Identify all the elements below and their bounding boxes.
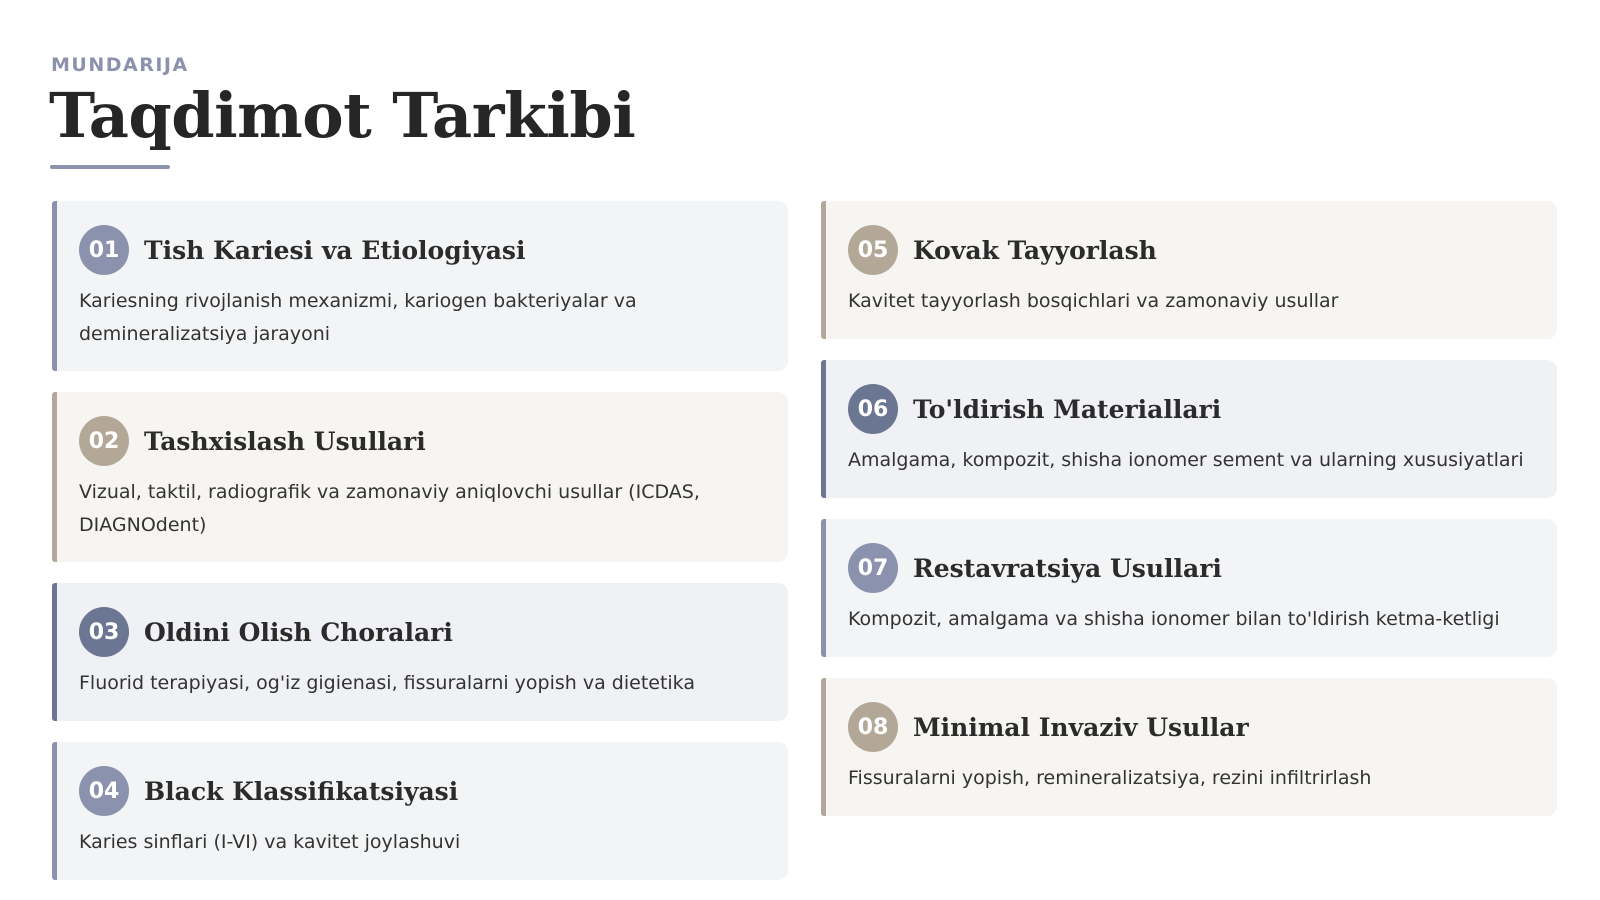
agenda-card-01[interactable] — [52, 201, 788, 371]
card-title: Restavratsiya Usullari — [913, 553, 1222, 583]
card-title: Kovak Tayyorlash — [913, 235, 1157, 265]
card-description: Kavitet tayyorlash bosqichlari va zamonaviy usullar — [848, 290, 1339, 312]
number-badge: 03 — [79, 607, 129, 657]
card-accent-bar — [52, 201, 57, 371]
card-title: Tish Kariesi va Etiologiyasi — [144, 235, 526, 265]
section-eyebrow: MUNDARIJA — [51, 54, 189, 76]
number-badge: 01 — [79, 225, 129, 275]
card-description: Kompozit, amalgama va shisha ionomer bilan to'ldirish ketma-ketligi — [848, 608, 1500, 630]
card-accent-bar — [52, 742, 57, 880]
card-accent-bar — [821, 678, 826, 816]
agenda-card-03[interactable] — [52, 583, 788, 721]
number-badge: 07 — [848, 543, 898, 593]
card-title: Oldini Olish Choralari — [144, 617, 453, 647]
agenda-card-08[interactable] — [821, 678, 1557, 816]
card-description: Vizual, taktil, radiografik va zamonaviy aniqlovchi usullar (ICDAS, DIAGNOdent) — [79, 481, 700, 536]
card-title: Minimal Invaziv Usullar — [913, 712, 1249, 742]
agenda-card-05[interactable] — [821, 201, 1557, 339]
number-badge: 02 — [79, 416, 129, 466]
card-description: Kariesning rivojlanish mexanizmi, kariogen bakteriyalar va demineralizatsiya jarayoni — [79, 290, 637, 345]
card-description: Karies sinflari (I-VI) va kavitet joylashuvi — [79, 831, 461, 853]
number-badge: 08 — [848, 702, 898, 752]
card-description: Fissuralarni yopish, remineralizatsiya, rezini infiltrirlash — [848, 767, 1372, 789]
number-badge: 05 — [848, 225, 898, 275]
card-accent-bar — [52, 583, 57, 721]
card-accent-bar — [821, 360, 826, 498]
agenda-card-02[interactable] — [52, 392, 788, 562]
card-accent-bar — [821, 519, 826, 657]
card-title: Tashxislash Usullari — [144, 426, 426, 456]
number-badge: 06 — [848, 384, 898, 434]
agenda-card-06[interactable] — [821, 360, 1557, 498]
card-accent-bar — [821, 201, 826, 339]
page-title: Taqdimot Tarkibi — [49, 79, 636, 152]
agenda-card-04[interactable] — [52, 742, 788, 880]
card-description: Amalgama, kompozit, shisha ionomer sement va ularning xususiyatlari — [848, 449, 1524, 471]
card-title: To'ldirish Materiallari — [913, 394, 1222, 424]
card-description: Fluorid terapiyasi, og'iz gigienasi, fissuralarni yopish va dietetika — [79, 672, 695, 694]
title-underline — [50, 165, 170, 169]
agenda-card-07[interactable] — [821, 519, 1557, 657]
card-title: Black Klassifikatsiyasi — [144, 776, 459, 806]
card-accent-bar — [52, 392, 57, 562]
number-badge: 04 — [79, 766, 129, 816]
